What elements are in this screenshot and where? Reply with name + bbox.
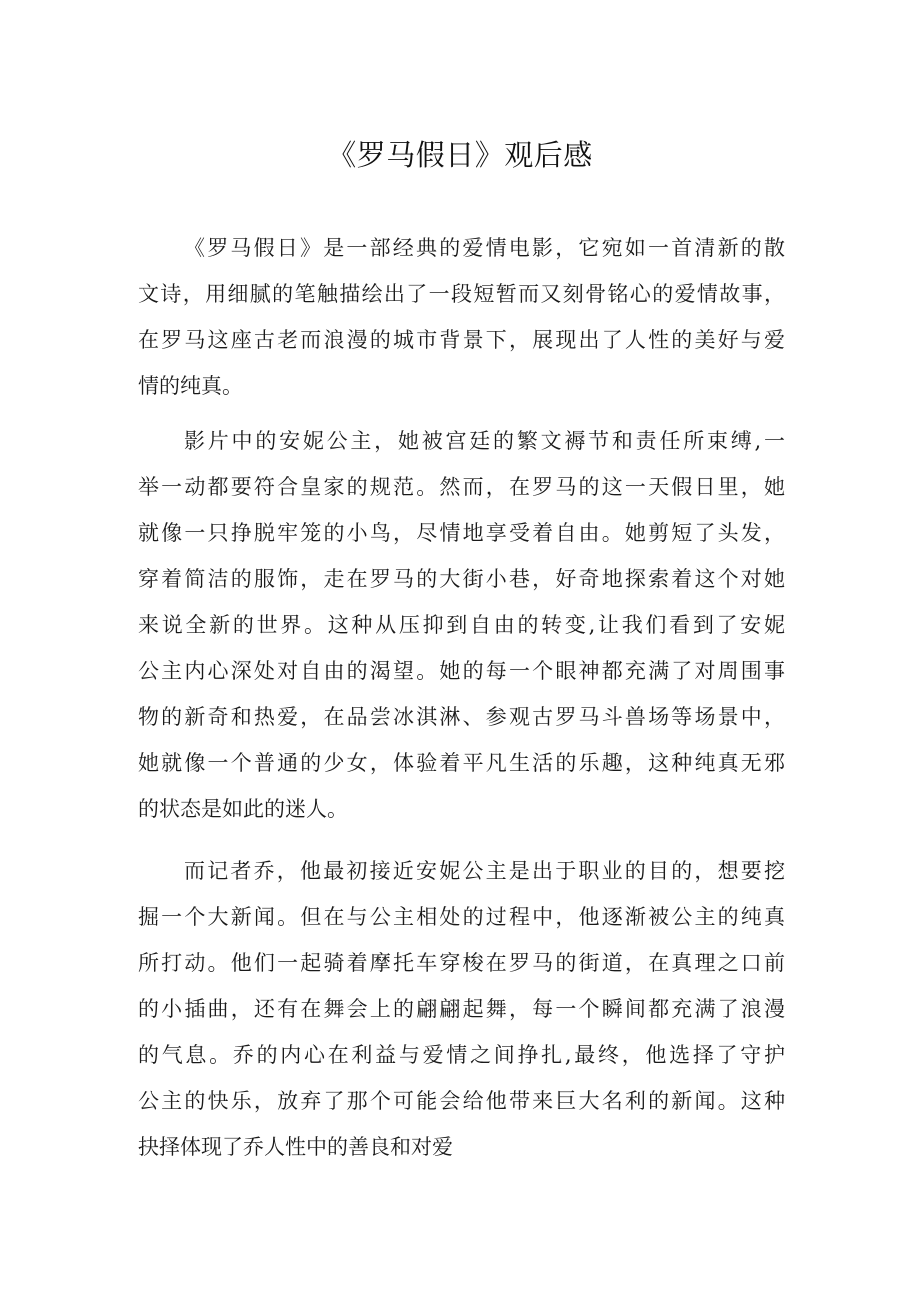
text-line: 的状态是如此的迷人。: [138, 797, 348, 821]
text-line: 抉择体现了乔人性中的善良和对爱: [138, 1135, 453, 1159]
text-line: 她就像一个普通的少女，体验着平凡生活的乐趣，这种纯真无邪: [138, 751, 788, 775]
text-line: 物的新奇和热爱，在品尝冰淇淋、参观古罗马斗兽场等场景中，: [138, 705, 788, 729]
text-line: 影片中的安妮公主，她被宫廷的繁文褥节和责任所束缚,一: [184, 429, 788, 453]
text-line: 在罗马这座古老而浪漫的城市背景下，展现出了人性的美好与爱: [138, 328, 788, 352]
text-line: 《罗马假日》是一部经典的爱情电影，它宛如一首清新的散: [184, 236, 788, 260]
text-line: 公主内心深处对自由的渴望。她的每一个眼神都充满了对周围事: [138, 659, 788, 683]
text-line: 掘一个大新闻。但在与公主相处的过程中，他逐渐被公主的纯真: [138, 905, 788, 929]
text-line: 就像一只挣脱牢笼的小鸟，尽情地享受着自由。她剪短了头发，: [138, 521, 788, 545]
text-line: 的气息。乔的内心在利益与爱情之间挣扎,最终，他选择了守护: [138, 1043, 788, 1067]
text-line: 情的纯真。: [138, 374, 243, 398]
text-line: 所打动。他们一起骑着摩托车穿梭在罗马的街道，在真理之口前: [138, 951, 788, 975]
text-line: 文诗，用细腻的笔触描绘出了一段短暂而又刻骨铭心的爱情故事，: [138, 282, 787, 306]
text-line: 公主的快乐，放弃了那个可能会给他带来巨大名利的新闻。这种: [138, 1089, 788, 1113]
text-line: 来说全新的世界。这种从压抑到自由的转变,让我们看到了安妮: [138, 613, 788, 637]
document-title: 《罗马假日》观后感: [327, 138, 593, 172]
text-line: 而记者乔，他最初接近安妮公主是出于职业的目的，想要挖: [184, 859, 788, 883]
text-line: 举一动都要符合皇家的规范。然而，在罗马的这一天假日里，她: [138, 475, 788, 499]
text-line: 的小插曲，还有在舞会上的翩翩起舞，每一个瞬间都充满了浪漫: [138, 997, 788, 1021]
text-line: 穿着简洁的服饰，走在罗马的大街小巷，好奇地探索着这个对她: [138, 567, 788, 591]
